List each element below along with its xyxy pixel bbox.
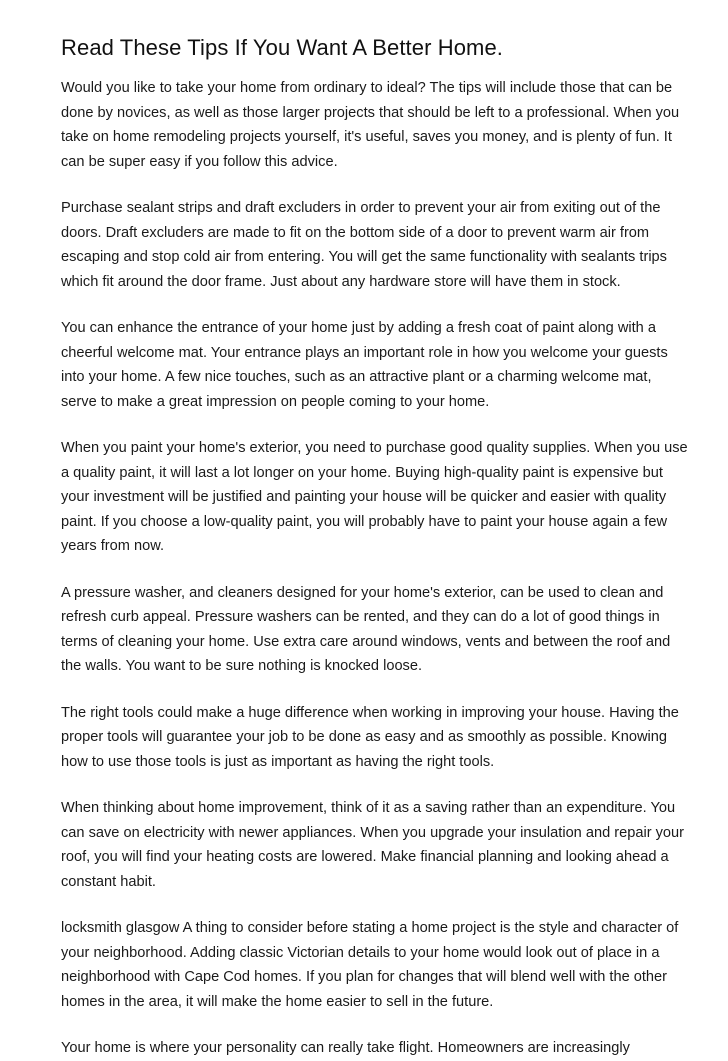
- paragraph-pressure-washer: A pressure washer, and cleaners designed for your home's exterior, can be used to clean and refresh curb appeal. Pressure washers can be rented, and they can do a lot of good things in terms of cleaning your home. Use extra care around windows, vents and between the roof and the walls. You want to be sure nothing is knocked loose.: [61, 584, 671, 674]
- paragraph-personality: Your home is where your personality can really take flight. Homeowners are increasingly: [61, 1040, 630, 1056]
- paragraph-intro: Would you like to take your home from ordinary to ideal? The tips will include those that can be done by novices, as well as those larger projects that should be left to a professional. When you take on home remodeling projects yourself, it's useful, saves you money, and is plenty of fun. It can be super easy if you follow this advice.: [61, 80, 680, 170]
- paragraph-draft-excluders: Purchase sealant strips and draft excluders in order to prevent your air from exiting out of the doors. Draft excluders are made to fit on the bottom side of a door to prevent warm air from escaping and stop cold air from entering. You will get the same functionality with sealants trips which fit around the door frame. Just about any hardware store will have them in stock.: [61, 200, 667, 290]
- paragraph-right-tools: The right tools could make a huge difference when working in improving your house. Having the proper tools will guarantee your job to be done as easy and as smoothly as possible. Knowing how to use those tools is just as important as having the right tools.: [61, 704, 679, 770]
- paragraph-entrance: You can enhance the entrance of your home just by adding a fresh coat of paint along with a cheerful welcome mat. Your entrance plays an important role in how you welcome your guests into your home. A few nice touches, such as an attractive plant or a charming welcome mat, serve to make a great impression on people coming to your home.: [61, 320, 668, 410]
- paragraph-neighborhood: locksmith glasgow A thing to consider before stating a home project is the style and character of your neighborhood. Adding classic Victorian details to your home would look out of place in a neighborhood with Cape Cod homes. If you plan for changes that will blend well with the other homes in the area, it will make the home easier to sell in the future.: [61, 920, 679, 1010]
- paragraph-saving: When thinking about home improvement, think of it as a saving rather than an expenditure. You can save on electricity with newer appliances. When you upgrade your insulation and repair your roof, you will find your heating costs are lowered. Make financial planning and looking ahead a constant habit.: [61, 800, 685, 890]
- document-title: Read These Tips If You Want A Better Home.: [61, 35, 504, 60]
- paragraph-exterior-paint: When you paint your home's exterior, you need to purchase good quality supplies. When you use a quality paint, it will last a lot longer on your home. Buying high-quality paint is expensive but your investment will be justified and painting your house will be quicker and easier with quality paint. If you choose a low-quality paint, you will probably have to paint your house again a few years from now.: [61, 440, 688, 554]
